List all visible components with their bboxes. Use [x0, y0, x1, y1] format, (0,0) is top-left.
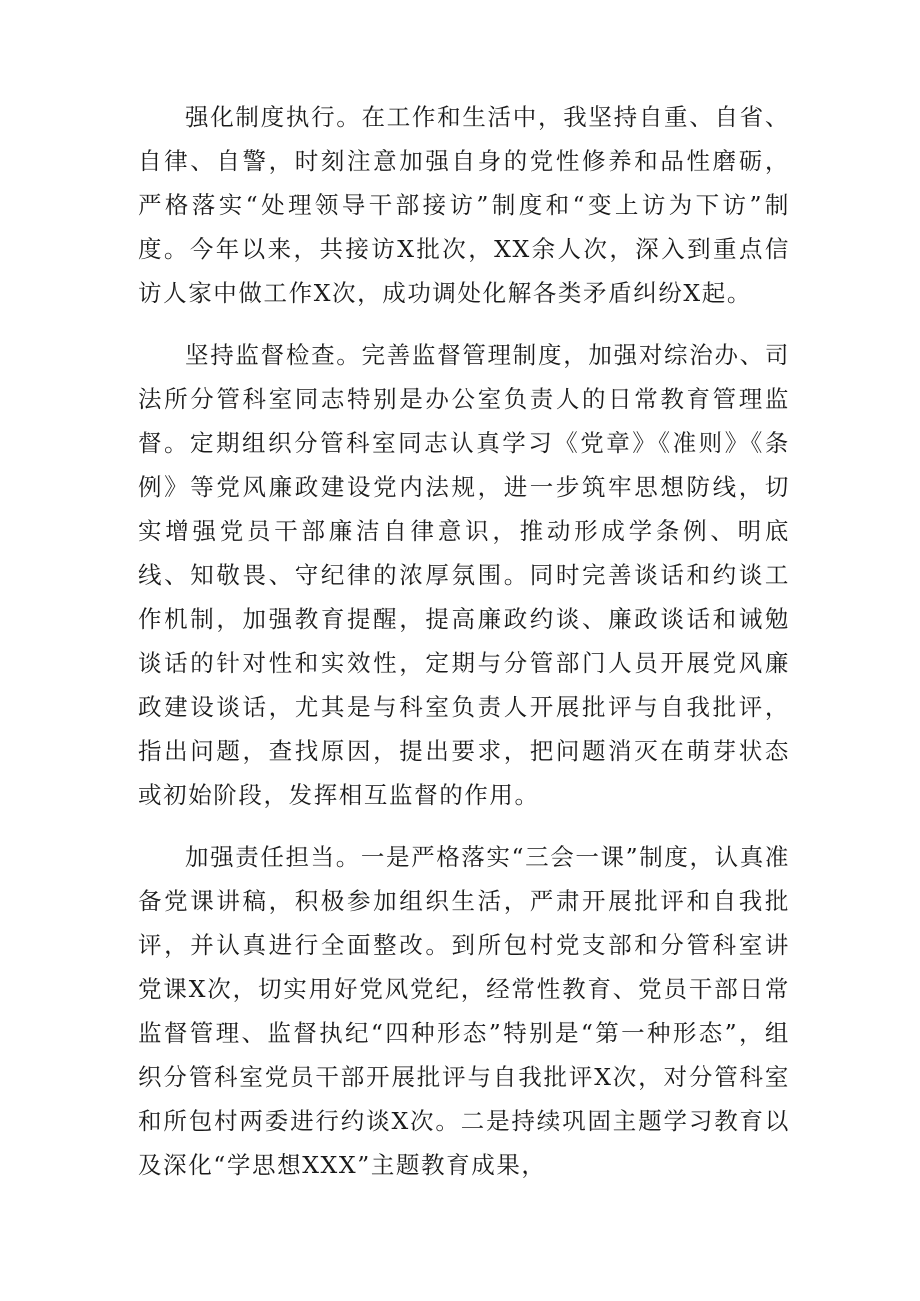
paragraph-responsibility: 加强责任担当。一是严格落实“三会一课”制度，认真准备党课讲稿，积极参加组织生活，严肃开展批评和自我批评，并认真进行全面整改。到所包村党支部和分管科室讲党课X次，切实用好党风党纪，经常性教育、党员干部日常监督管理、监督执纪“四种形态”特别是“第一种形态”，组织分管科室党员干部开展批评与自我批评X次，对分管科室和所包村两委进行约谈X次。二是持续巩固主题学习教育以及深化“学思想XXX”主题教育成果，: [138, 843, 790, 1179]
paragraph-supervision-inspection: 坚持监督检查。完善监督管理制度，加强对综治办、司法所分管科室同志特别是办公室负责人的日常教育管理监督。定期组织分管科室同志认真学习《党章》《准则》《条例》等党风廉政建设党内法规，进一步筑牢思想防线，切实增强党员干部廉洁自律意识，推动形成学条例、明底线、知敬畏、守纪律的浓厚氛围。同时完善谈话和约谈工作机制，加强教育提醒，提高廉政约谈、廉政谈话和诫勉谈话的针对性和实效性，定期与分管部门人员开展党风廉政建设谈话，尤其是与科室负责人开展批评与自我批评，指出问题，查找原因，提出要求，把问题消灭在萌芽状态或初始阶段，发挥相互监督的作用。: [138, 341, 790, 809]
paragraph-system-execution: 强化制度执行。在工作和生活中，我坚持自重、自省、自律、自警，时刻注意加强自身的党性修养和品性磨砺，严格落实“处理领导干部接访”制度和“变上访为下访”制度。今年以来，共接访X批次，XX余人次，深入到重点信访人家中做工作X次，成功调处化解各类矛盾纠纷X起。: [138, 103, 790, 307]
